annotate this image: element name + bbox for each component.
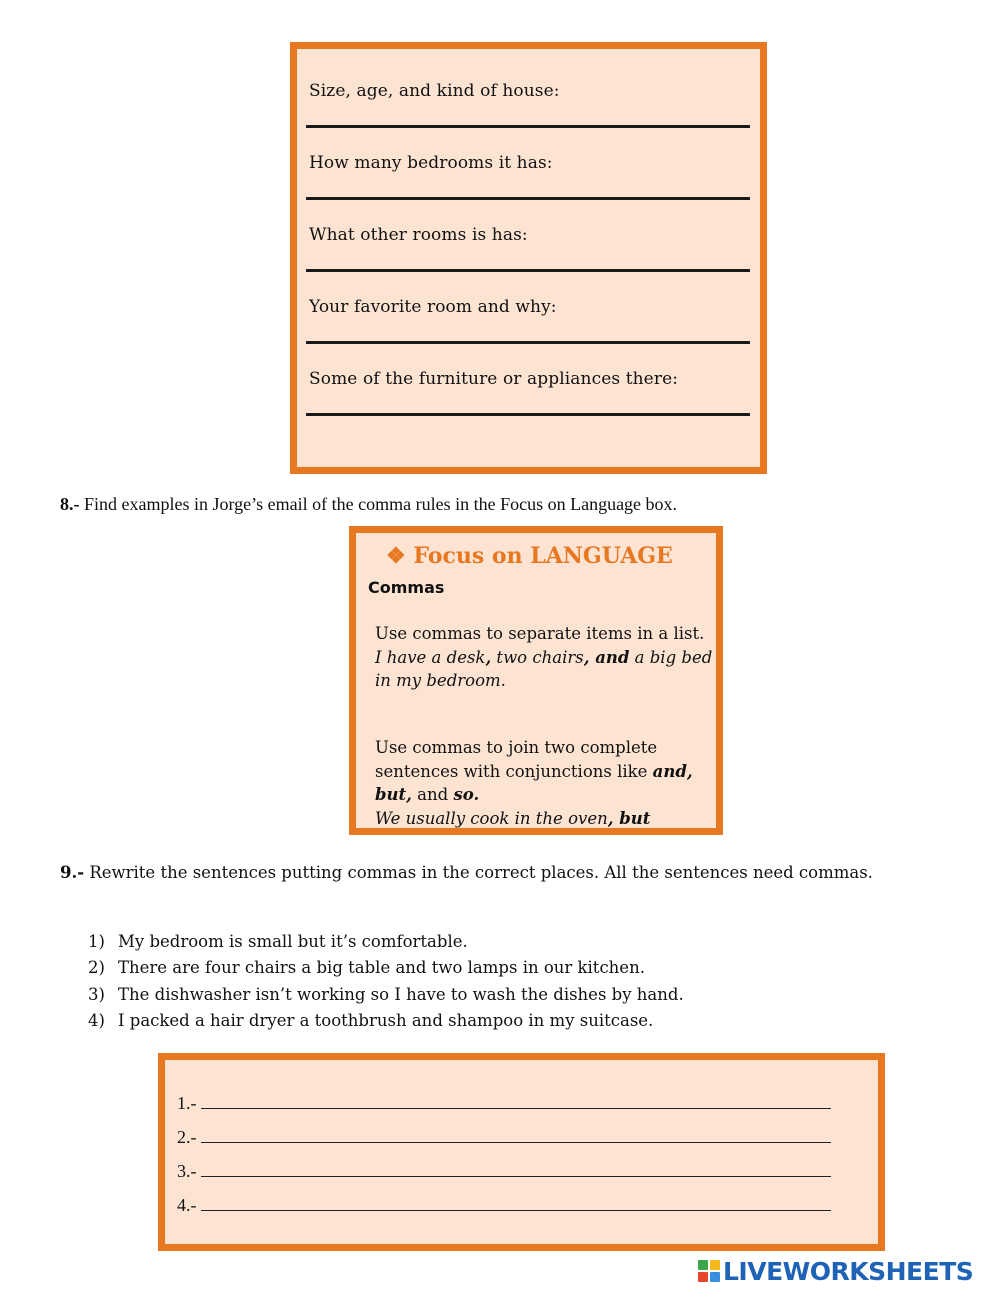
answer-row-4: 4.- bbox=[177, 1195, 831, 1216]
focus-on-language-box bbox=[349, 526, 723, 835]
section-9-instruction bbox=[60, 861, 900, 884]
answer-4-input[interactable] bbox=[201, 1196, 831, 1211]
answer-3-input[interactable] bbox=[201, 1162, 831, 1177]
logo-blocks-icon bbox=[698, 1260, 720, 1282]
answer-row-2: 2.- bbox=[177, 1127, 831, 1148]
example-1: I have a desk, two chairs, and a big bed in my bedroom. bbox=[375, 647, 713, 690]
section-9-text: Rewrite the sentences putting commas in the correct places. All the sentences need commas. bbox=[84, 863, 873, 882]
rule-1-text: Use commas to separate items in a list. bbox=[375, 624, 705, 643]
list-item: 3) The dishwasher isn’t working so I have to wash the dishes by hand. bbox=[88, 984, 684, 1004]
section-8-instruction bbox=[60, 494, 677, 515]
focus-subtitle: Commas bbox=[368, 578, 445, 597]
question-bedrooms: How many bedrooms it has: bbox=[309, 153, 553, 173]
answer-1-input[interactable] bbox=[201, 1094, 831, 1109]
answer-row-3: 3.- bbox=[177, 1161, 831, 1182]
liveworksheets-logo bbox=[698, 1256, 973, 1286]
logo-block bbox=[698, 1260, 708, 1270]
focus-title-text: Focus on LANGUAGE bbox=[413, 543, 673, 569]
rule-2-text: Use commas to join two complete sentences with conjunctions like bbox=[375, 738, 658, 781]
question-furniture: Some of the furniture or appliances there: bbox=[309, 369, 679, 389]
answer-line[interactable] bbox=[306, 341, 750, 344]
section-8-text: Find examples in Jorge’s email of the comma rules in the Focus on Language box. bbox=[79, 494, 678, 514]
answer-box bbox=[158, 1053, 885, 1251]
question-other-rooms: What other rooms is has: bbox=[309, 225, 528, 245]
question-size: Size, age, and kind of house: bbox=[309, 81, 560, 101]
logo-block bbox=[698, 1272, 708, 1282]
answer-row-1: 1.- bbox=[177, 1093, 831, 1114]
section-9-number: 9.- bbox=[60, 863, 85, 882]
diamond-bullet-icon: ❖ bbox=[386, 543, 406, 569]
comma-rule-conjunction: Use commas to join two complete sentences with conjunctions like and, but, and so. We usually cook in the oven, but bbox=[375, 738, 693, 828]
logo-block bbox=[710, 1260, 720, 1270]
answer-line[interactable] bbox=[306, 197, 750, 200]
list-item: 2) There are four chairs a big table and two lamps in our kitchen. bbox=[88, 958, 645, 978]
sentence-list bbox=[88, 929, 684, 1034]
example-2: We usually cook in the oven, but bbox=[375, 808, 651, 828]
comma-rule-list bbox=[375, 622, 715, 693]
answer-line[interactable] bbox=[306, 413, 750, 416]
logo-block bbox=[710, 1272, 720, 1282]
answer-2-input[interactable] bbox=[201, 1128, 831, 1143]
list-item: 4) I packed a hair dryer a toothbrush and shampoo in my suitcase. bbox=[88, 1010, 654, 1030]
list-item: 1) My bedroom is small but it’s comfortable. bbox=[88, 932, 468, 951]
house-questions-box bbox=[290, 42, 767, 474]
logo-text: LIVEWORKSHEETS bbox=[723, 1256, 974, 1286]
focus-title bbox=[386, 543, 673, 569]
question-favorite-room: Your favorite room and why: bbox=[309, 297, 557, 317]
section-8-number: 8.- bbox=[60, 494, 80, 514]
answer-line[interactable] bbox=[306, 269, 750, 272]
answer-line[interactable] bbox=[306, 125, 750, 128]
